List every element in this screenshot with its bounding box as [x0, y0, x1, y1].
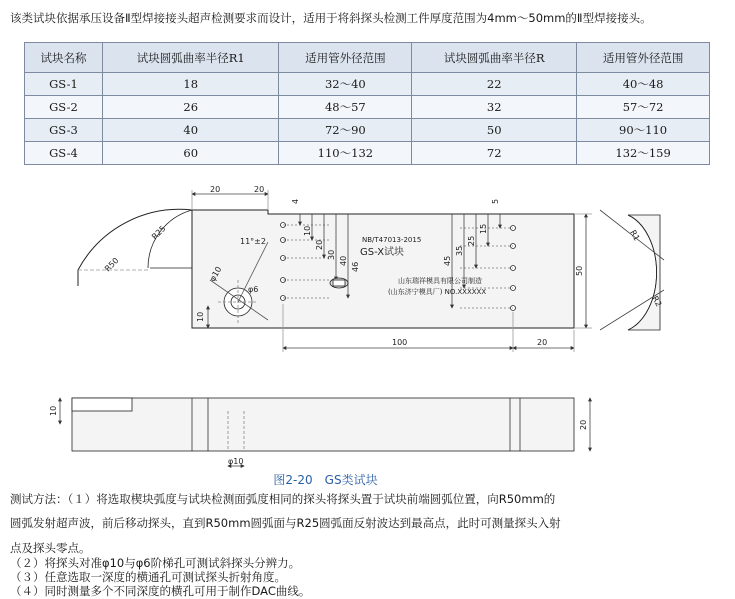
dim-v4: 4	[291, 198, 300, 204]
dim-v35: 35	[455, 245, 464, 256]
dim-v15: 15	[479, 223, 488, 234]
dim-angle: 11°±2	[240, 237, 266, 246]
header-block-name: 试块名称	[25, 43, 103, 73]
figure-caption: 图2-20 GS类试块	[273, 473, 378, 487]
maker-line-1: 山东瑞祥模具有限公司制造	[398, 277, 482, 285]
header-radius-r1: 试块圆弧曲率半径R1	[102, 43, 279, 73]
dim-h20: 20	[537, 338, 548, 347]
dim-phi6: φ6	[248, 285, 259, 294]
company-logo-icon	[330, 278, 348, 288]
header-radius-r: 试块圆弧曲率半径R	[412, 43, 577, 73]
table-row	[25, 96, 710, 119]
dim-phi10: φ10	[207, 265, 224, 283]
dim-h100: 100	[392, 338, 408, 347]
front-view	[78, 190, 592, 352]
method-line-6: （４）同时测量多个不同深度的横孔可用于制作DAC曲线。	[10, 584, 311, 598]
table-cell: GS-1	[25, 73, 103, 96]
table-cell: 32	[412, 96, 577, 119]
table-row	[25, 73, 710, 96]
spec-table	[24, 42, 710, 165]
block-name: GS-X试块	[360, 247, 405, 258]
header-diameter-range-1: 适用管外径范围	[279, 43, 412, 73]
dim-h50: 50	[575, 265, 584, 276]
dim-v20: 20	[315, 239, 324, 250]
table-cell: 50	[412, 119, 577, 142]
method-line-3: 点及探头零点。	[10, 541, 91, 555]
dim-r2: R2	[650, 294, 664, 309]
table-cell: 32～40	[279, 73, 412, 96]
method-line-5: （３）任意选取一深度的横通孔可测试探头折射角度。	[10, 570, 286, 584]
table-row	[25, 119, 710, 142]
header-diameter-range-2: 适用管外径范围	[577, 43, 710, 73]
dim-side-10: 10	[49, 405, 58, 416]
table-cell: 72	[412, 142, 577, 165]
dim-v46: 46	[351, 261, 360, 272]
dim-v40: 40	[339, 255, 348, 266]
dim-top-20a: 20	[210, 185, 221, 194]
technical-drawing	[0, 180, 735, 470]
method-line-4: （２）将探头对准φ10与φ6阶梯孔可测试斜探头分辨力。	[10, 556, 301, 570]
method-line-1: 测试方法：（１）将选取楔块弧度与试块检测面弧度相同的探头将探头置于试块前端圆弧位置，向R50mm的	[10, 492, 556, 506]
table-cell: GS-2	[25, 96, 103, 119]
dim-top-20b: 20	[254, 185, 265, 194]
dim-v45: 45	[443, 255, 452, 266]
table-cell: 72～90	[279, 119, 412, 142]
method-line-2: 圆弧发射超声波，前后移动探头，直到R50mm圆弧面与R25圆弧面反射波达到最高点，此时可测量探头入射	[10, 516, 561, 530]
standard-code: NB/T47013-2015	[362, 236, 422, 244]
dim-side-20: 20	[579, 419, 588, 430]
dim-left-10: 10	[196, 311, 205, 322]
dim-r50: R50	[103, 255, 121, 274]
table-cell: GS-4	[25, 142, 103, 165]
table-cell: 60	[102, 142, 279, 165]
dim-bottom-phi10: φ10	[228, 457, 244, 466]
table-cell: 40～48	[577, 73, 710, 96]
table-cell: 90～110	[577, 119, 710, 142]
table-header-row	[25, 43, 710, 73]
table-cell: 22	[412, 73, 577, 96]
dim-r1: R1	[628, 228, 642, 243]
dim-v25: 25	[467, 235, 476, 246]
intro-text: 该类试块依据承压设备Ⅱ型焊接接头超声检测要求而设计，适用于将斜探头检测工件厚度范围为4mm～50mm的Ⅱ型焊接接头。	[10, 11, 652, 25]
table-cell: 110～132	[279, 142, 412, 165]
dim-v30: 30	[327, 249, 336, 260]
table-cell: GS-3	[25, 119, 103, 142]
dim-v10: 10	[303, 225, 312, 236]
bottom-view	[60, 398, 590, 466]
table-cell: 26	[102, 96, 279, 119]
table-cell: 132～159	[577, 142, 710, 165]
side-view	[600, 210, 664, 330]
table-cell: 57～72	[577, 96, 710, 119]
table-row	[25, 142, 710, 165]
dim-r25: R25	[150, 223, 168, 242]
maker-line-2: (山东济宁模具厂) NO.XXXXXX	[388, 288, 487, 296]
table-cell: 18	[102, 73, 279, 96]
table-cell: 48～57	[279, 96, 412, 119]
dim-v5: 5	[491, 198, 500, 204]
table-cell: 40	[102, 119, 279, 142]
